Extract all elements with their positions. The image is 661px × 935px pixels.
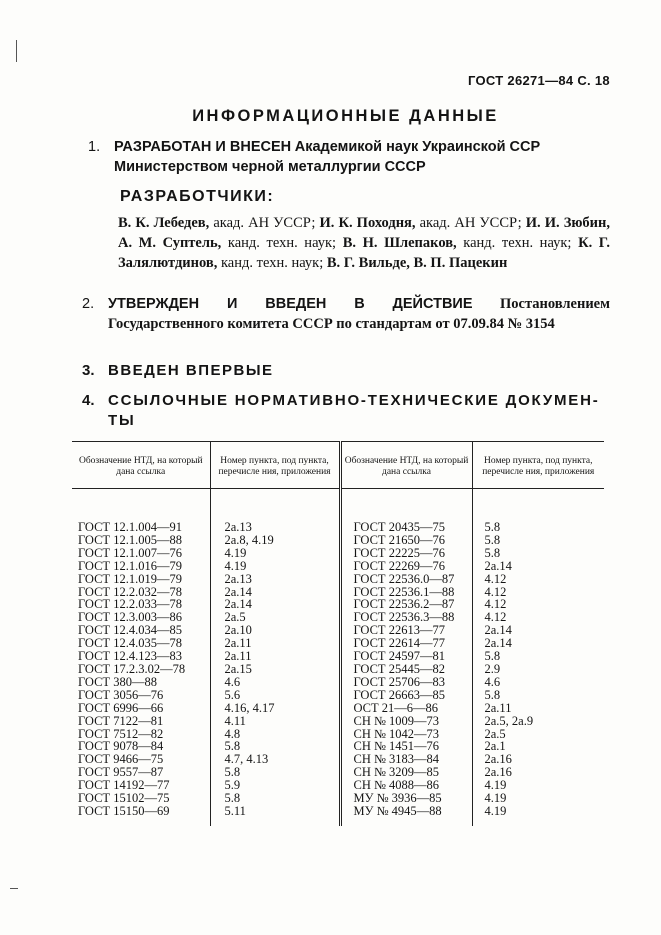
clause-number: 2а.15 xyxy=(210,663,340,676)
developers-list xyxy=(118,213,610,273)
clause-number: 2а.14 xyxy=(210,586,340,599)
table-row xyxy=(72,547,604,560)
developer-name: В. Н. Шлепаков, xyxy=(342,235,457,251)
clause-number: 2а.11 xyxy=(484,700,512,715)
clause-number: 4.19 xyxy=(484,778,507,793)
clause-number: 4.6 xyxy=(210,676,340,689)
table-row xyxy=(72,573,604,586)
section-number: 1. xyxy=(88,139,101,155)
clause-number: 4.16, 4.17 xyxy=(210,702,340,715)
ntd-designation: ГОСТ 9078—84 xyxy=(72,740,210,753)
clause-number: 5.6 xyxy=(210,689,340,702)
clause-number: 4.12 xyxy=(484,610,507,625)
ntd-designation: ГОСТ 3056—76 xyxy=(72,689,210,702)
section-lead: РАЗРАБОТАН И ВНЕСЕН xyxy=(114,139,292,155)
clause-number: 4.6 xyxy=(484,674,501,689)
section-text: Постановлением Государственного комитета СССР по стандартам от 07.09.84 № 3154 xyxy=(108,296,610,332)
developer-title: акад. АН УССР; xyxy=(213,215,316,231)
table-row xyxy=(72,792,604,805)
ntd-designation: СН № 3209—85 xyxy=(340,766,472,779)
clause-number: 2а.16 xyxy=(484,752,512,767)
clause-number: 4.7, 4.13 xyxy=(210,753,340,766)
section-1 xyxy=(88,137,618,177)
clause-number: 5.8 xyxy=(210,792,340,805)
ntd-designation: ГОСТ 9466—75 xyxy=(72,753,210,766)
clause-number: 5.8 xyxy=(210,766,340,779)
table-row xyxy=(72,805,604,818)
table-row xyxy=(72,702,604,715)
clause-number: 2а.13 xyxy=(210,521,340,534)
developer-name: И. К. Походня, xyxy=(319,215,416,231)
ntd-designation: СН № 1451—76 xyxy=(340,740,472,753)
section-text: Министерством черной металлургии СССР xyxy=(114,159,426,175)
table-row xyxy=(72,534,604,547)
ntd-designation: ГОСТ 14192—77 xyxy=(72,779,210,792)
section-lead: УТВЕРЖДЕН И ВВЕДЕН В ДЕЙСТВИЕ xyxy=(108,296,473,312)
ntd-designation: ГОСТ 22613—77 xyxy=(340,624,472,637)
ntd-designation: ГОСТ 12.2.032—78 xyxy=(72,586,210,599)
clause-number: 2а.16 xyxy=(484,765,512,780)
clause-number: 4.19 xyxy=(210,560,340,573)
ntd-designation: ГОСТ 7122—81 xyxy=(72,715,210,728)
ntd-designation: ГОСТ 21650—76 xyxy=(340,534,472,547)
ntd-designation: ГОСТ 12.1.019—79 xyxy=(72,573,210,586)
margin-mark xyxy=(10,888,18,889)
column-header: Номер пункта, под пункта, перечисле ния, приложения xyxy=(472,442,604,489)
clause-number: 4.12 xyxy=(484,597,507,612)
section-text: Академикой наук Украинской ССР xyxy=(294,139,541,155)
clause-number: 5.8 xyxy=(484,687,501,702)
clause-number: 4.8 xyxy=(210,728,340,741)
ntd-designation: ГОСТ 22536.1—88 xyxy=(340,586,472,599)
column-header: Обозначение НТД, на который дана ссылка xyxy=(340,442,472,489)
clause-number: 4.19 xyxy=(484,791,507,806)
section-text: ТЫ xyxy=(108,412,136,429)
ntd-designation: ГОСТ 22536.2—87 xyxy=(340,598,472,611)
clause-number: 4.19 xyxy=(210,547,340,560)
section-number: 2. xyxy=(82,296,95,312)
developer-name: В. Г. Вильде, В. П. Пацекин xyxy=(326,255,508,271)
ntd-designation: ГОСТ 20435—75 xyxy=(340,521,472,534)
ntd-designation: ГОСТ 25706—83 xyxy=(340,676,472,689)
clause-number: 2а.14 xyxy=(210,598,340,611)
table-row xyxy=(72,663,604,676)
developer-title: канд. техн. наук; xyxy=(463,235,572,251)
clause-number: 2а.5 xyxy=(210,611,340,624)
section-text: ССЫЛОЧНЫЕ НОРМАТИВНО-ТЕХНИЧЕСКИЕ ДОКУМЕН- xyxy=(108,392,600,409)
clause-number: 5.8 xyxy=(210,740,340,753)
references-table xyxy=(72,441,604,826)
clause-number: 4.12 xyxy=(484,584,507,599)
section-text: ВВЕДЕН ВПЕРВЫЕ xyxy=(108,362,274,379)
ntd-designation: ГОСТ 12.1.004—91 xyxy=(72,521,210,534)
page-header: ГОСТ 26271—84 С. 18 xyxy=(468,73,610,88)
ntd-designation: ГОСТ 12.2.033—78 xyxy=(72,598,210,611)
column-header: Обозначение НТД, на который дана ссылка xyxy=(72,442,210,489)
ntd-designation: МУ № 4945—88 xyxy=(340,805,472,818)
clause-number: 2а.11 xyxy=(210,637,340,650)
clause-number: 5.9 xyxy=(210,779,340,792)
ntd-designation: СН № 1042—73 xyxy=(340,728,472,741)
clause-number: 2а.5, 2а.9 xyxy=(484,713,534,728)
clause-number: 2а.14 xyxy=(484,623,512,638)
section-3 xyxy=(82,362,274,379)
ntd-designation: ГОСТ 25445—82 xyxy=(340,663,472,676)
clause-number: 2а.1 xyxy=(484,739,506,754)
developers-heading: РАЗРАБОТЧИКИ: xyxy=(120,188,275,205)
ntd-designation: ГОСТ 7512—82 xyxy=(72,728,210,741)
clause-number: 2а.5 xyxy=(484,726,506,741)
table-header-row xyxy=(72,442,604,489)
developer-title: акад. АН УССР; xyxy=(419,215,522,231)
page-title: ИНФОРМАЦИОННЫЕ ДАННЫЕ xyxy=(192,107,499,125)
clause-number: 5.8 xyxy=(484,649,501,664)
clause-number: 2а.10 xyxy=(210,624,340,637)
clause-number: 2а.11 xyxy=(210,650,340,663)
ntd-designation: ГОСТ 12.1.016—79 xyxy=(72,560,210,573)
developer-name: К. Г. Залялютдинов, xyxy=(118,235,611,271)
ntd-designation: ГОСТ 24597—81 xyxy=(340,650,472,663)
ntd-designation: СН № 1009—73 xyxy=(340,715,472,728)
section-number: 4. xyxy=(82,392,95,409)
section-number: 3. xyxy=(82,362,95,379)
developer-title: канд. техн. наук; xyxy=(227,235,337,251)
ntd-designation: ГОСТ 26663—85 xyxy=(340,689,472,702)
clause-number: 2а.14 xyxy=(484,636,512,651)
developer-name: И. И. Зюбин, А. М. Суптель, xyxy=(118,215,611,251)
ntd-designation: ГОСТ 12.1.007—76 xyxy=(72,547,210,560)
section-2 xyxy=(82,294,610,334)
clause-number: 2а.13 xyxy=(210,573,340,586)
clause-number: 2.9 xyxy=(484,661,501,676)
clause-number: 4.12 xyxy=(484,571,507,586)
section-4 xyxy=(82,391,612,431)
clause-number: 4.19 xyxy=(484,803,507,818)
clause-number: 2а.8, 4.19 xyxy=(210,534,340,547)
ntd-designation: ГОСТ 22269—76 xyxy=(340,560,472,573)
ntd-designation: ГОСТ 6996—66 xyxy=(72,702,210,715)
ntd-designation: ОСТ 21—6—86 xyxy=(340,702,472,715)
ntd-designation: ГОСТ 12.4.035—78 xyxy=(72,637,210,650)
clause-number: 5.8 xyxy=(484,520,501,534)
ntd-designation: ГОСТ 22614—77 xyxy=(340,637,472,650)
ntd-designation: ГОСТ 22225—76 xyxy=(340,547,472,560)
clause-number: 5.8 xyxy=(484,545,501,560)
developer-name: В. К. Лебедев, xyxy=(118,215,210,231)
ntd-designation: ГОСТ 22536.0—87 xyxy=(340,573,472,586)
ntd-designation: ГОСТ 9557—87 xyxy=(72,766,210,779)
ntd-designation: ГОСТ 380—88 xyxy=(72,676,210,689)
clause-number: 5.8 xyxy=(484,532,501,547)
table-row xyxy=(72,689,604,702)
column-header: Номер пункта, под пункта, перечисле ния, приложения xyxy=(210,442,340,489)
table-row xyxy=(72,560,604,573)
ntd-designation: ГОСТ 12.4.123—83 xyxy=(72,650,210,663)
ntd-designation: МУ № 3936—85 xyxy=(340,792,472,805)
table-row xyxy=(72,715,604,728)
developer-title: канд. техн. наук; xyxy=(220,255,324,271)
clause-number: 5.11 xyxy=(210,805,340,818)
ntd-designation: ГОСТ 15102—75 xyxy=(72,792,210,805)
table-row xyxy=(72,521,604,534)
ntd-designation: ГОСТ 22536.3—88 xyxy=(340,611,472,624)
ntd-designation: СН № 4088—86 xyxy=(340,779,472,792)
ntd-designation: ГОСТ 17.2.3.02—78 xyxy=(72,663,210,676)
ntd-designation: ГОСТ 15150—69 xyxy=(72,805,210,818)
clause-number: 2а.14 xyxy=(484,558,512,573)
margin-mark xyxy=(16,40,17,62)
clause-number: 4.11 xyxy=(210,715,340,728)
ntd-designation: ГОСТ 12.4.034—85 xyxy=(72,624,210,637)
ntd-designation: СН № 3183—84 xyxy=(340,753,472,766)
ntd-designation: ГОСТ 12.1.005—88 xyxy=(72,534,210,547)
table-row xyxy=(72,676,604,689)
ntd-designation: ГОСТ 12.3.003—86 xyxy=(72,611,210,624)
